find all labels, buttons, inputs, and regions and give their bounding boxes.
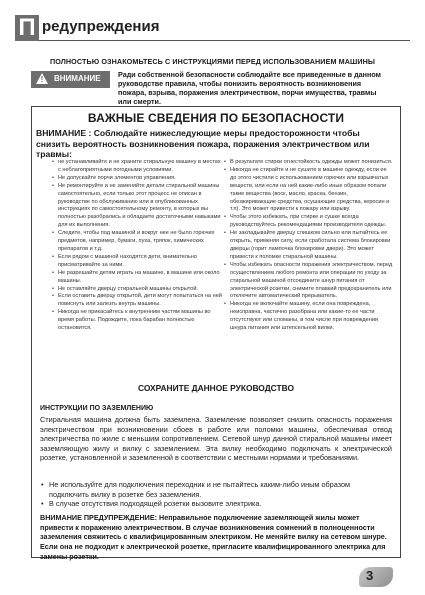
list-item: • Не оставляйте дверцу стиральной машины открытой. xyxy=(58,286,222,294)
intro-line: ПОЛНОСТЬЮ ОЗНАКОМЬТЕСЬ С ИНСТРУКЦИЯМИ ПЕРЕД ИСПОЛЬЗОВАНИЕМ МАШИНЫ xyxy=(49,57,376,66)
warning-label: ВНИМАНИЕ xyxy=(54,74,101,83)
page-number: 3 xyxy=(366,568,374,583)
grounding-text: Стиральная машина должна быть заземлена. Заземление позволяет снизить опасность поражения электричеством при возникновении сбоев в работе или поломки машины, обеспечивая отвод электричества по жиле с меньшим сопротивлением. Сетевой шнур данной стиральной машины имеет заземляющую жилу и вилку с заземлением. Эта вилку необходимо подключать к электрической розетке, установленной и заземленной в соответствии с местными нормами и требованиями. xyxy=(40,415,392,463)
save-manual-heading: СОХРАНИТЕ ДАННОЕ РУКОВОДСТВО xyxy=(138,383,294,393)
page-number-badge xyxy=(359,567,391,587)
header-rule xyxy=(39,40,410,41)
final-warning: ВНИМАНИЕ ПРЕДУПРЕЖДЕНИЕ: Неправильное подключение заземляющей жилы может привести к поражению электричеством. В случае возникновения сомнений в полноценности заземления свяжитесь с квалифицированным электриком. Не меняйте вилку на сетевом шнуре. Если она не подходит к электрической розетке, пригласите квалифицированного электрика для замены розетки. xyxy=(40,513,387,561)
header-initial-letter: П xyxy=(15,15,39,41)
page-header xyxy=(15,15,410,41)
list-item: • Не ремонтируйте и не заменяйте детали стиральной машины самостоятельно, если только этот процесс не описан в руководстве по обслуживанию или в опубликованных инструкциях по самостоятельному ремонту, в которых вы полностью разобрались и обладаете достаточными навыками для их выполнения. xyxy=(58,183,222,230)
warning-text: Ради собственной безопасности соблюдайте все приведенные в данном руководстве правила, чтобы понизить вероятность возникновения пожара, взрыва, поражения электричеством, порчи имущества, травмы или смерти. xyxy=(118,70,381,106)
list-item: • Не разрешайте детям играть на машине, в машине или около машины. xyxy=(58,270,222,286)
safety-column-left xyxy=(52,159,222,333)
list-item: • В случае отсутствия подходящей розетки вызовите электрика. xyxy=(49,499,392,509)
safety-intro: ВНИМАНИЕ : Соблюдайте нижеследующие меры предосторожности чтобы снизить вероятность возникновения пожара, поражения электричеством или травмы: xyxy=(36,128,370,159)
list-item: • Если оставить дверцу открытой, дети могут попытаться на ней повиснуть или залезть внутрь машины. xyxy=(58,293,222,309)
list-item: • Чтобы этого избежать, при стирке и сушке всегда руководствуйтесь рекомендациями производителя одежды. xyxy=(230,214,394,230)
list-item: • Если рядом с машиной находятся дети, внимательно присматривайте за ними. xyxy=(58,254,222,270)
safety-title: ВАЖНЫЕ СВЕДЕНИЯ ПО БЕЗОПАСНОСТИ xyxy=(87,111,345,125)
safety-column-right xyxy=(224,159,394,333)
warning-badge xyxy=(31,71,110,88)
safety-box xyxy=(31,106,401,561)
exclamation-icon: ! xyxy=(40,75,44,84)
list-item: • Никогда не прикасайтесь к внутренним частям машины во время работы. Подождите, пока барабан полностью остановится. xyxy=(58,309,222,333)
list-item: • не устанавливайте и не храните стиральную машину в местах с неблагоприятными погодными условиями. xyxy=(58,159,222,175)
list-item: • Не закладывайте дверцу слишком сильно или пытайтесь ее открыть, применяя силу, если сработала система блокировки дверцы (горит лампочка блокировки двери). Это может привести к поломке стиральной машины. xyxy=(230,230,394,262)
list-item: • Не используйте для подключения переходник и не пытайтесь каким-либо иным образом подключить вилку в розетке без заземления. xyxy=(49,480,392,499)
list-item: • В результате стирки огнестойкость одежды может понизиться. xyxy=(230,159,394,167)
list-item: • Чтобы избежать опасности поражения электричеством, перед осуществлением любого ремонта или операции по уходу за стиральной машиной отсоедините шнур питания от электрической розетки, снимите плавкий предохранитель или отключите автоматический прерыватель. xyxy=(230,262,394,302)
grounding-heading: ИНСТРУКЦИИ ПО ЗАЗЕМЛЕНИЮ xyxy=(40,405,154,412)
page-title: редупреждения xyxy=(42,18,160,35)
grounding-list xyxy=(40,480,392,509)
page-swoosh-icon xyxy=(359,567,393,587)
list-item: • Никогда не включайте машину, если она повреждена, неисправна, частично разобрана или какие-то ее части отсутствуют или сломаны, в том числе при повреждении шнура питания или штепсельной вилки. xyxy=(230,301,394,333)
list-item: • Следите, чтобы под машиной и вокруг нее не было горючих предметов, например, бумаги, пуха, тряпок, химических препаратов и т.д. xyxy=(58,230,222,254)
list-item: • Не допускайте порчи элементов управления. xyxy=(58,175,222,183)
list-item: • Никогда не стирайте и не сушите в машине одежду, если ее до этого чистили с использованием горючих или взрывчатых веществ, или если на ней какие-либо иные образом попали такие вещества (воск, масло, краска, бензин, обезжиривающие средства, осушающие средства, керосин и т.п). Это может привести к пожару или взрыву. xyxy=(230,167,394,214)
